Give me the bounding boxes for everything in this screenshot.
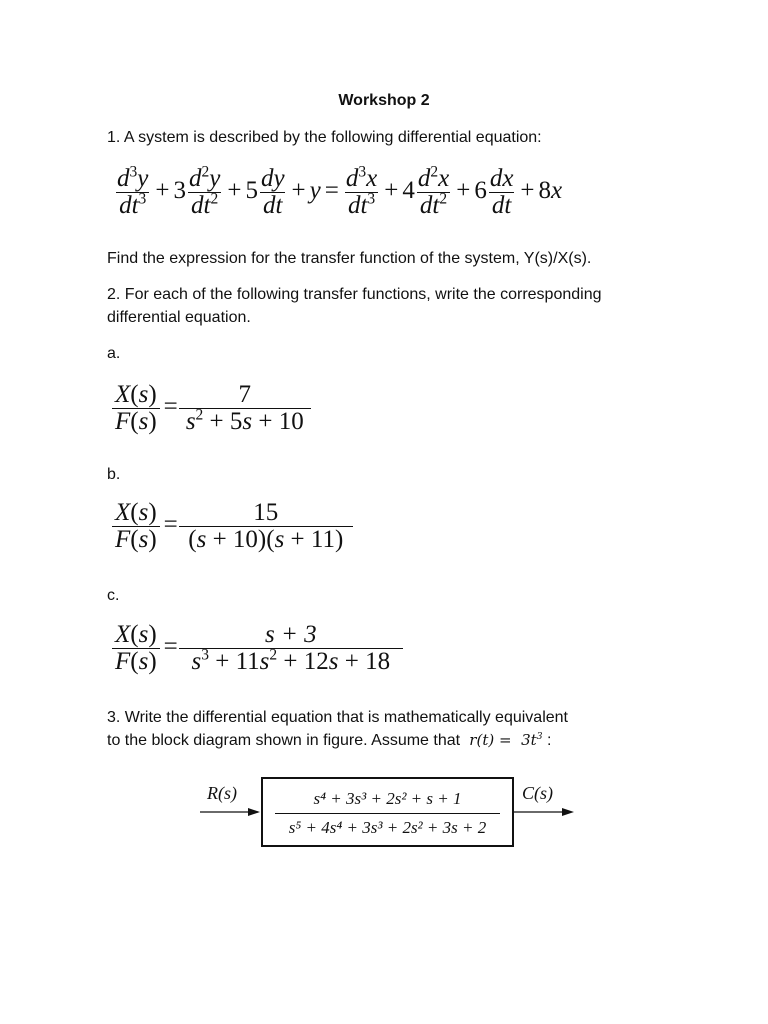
input-label: R(s) (207, 783, 237, 803)
transfer-function-a: $\frac{X(s)}{F(s)}$ = $\frac{7}{s^2 + 5s + 10}$ (112, 382, 308, 435)
transfer-function-b: $\frac{X(s)}{F(s)}$ = $\frac{15}{(s + 10)(s + 11)}$ (112, 500, 350, 553)
block-denominator (263, 818, 512, 838)
block-fraction-bar (275, 813, 500, 814)
part-c-label: c. (107, 587, 120, 604)
question-3-text-line1: 3. Write the differential equation that is mathematically equivalent (107, 709, 568, 726)
block-numerator-text: s⁴ + 3s³ + 2s² + s + 1 (313, 789, 462, 808)
input-arrowhead (248, 808, 260, 816)
question-1-text: 1. A system is described by the following differential equation: (107, 129, 542, 146)
question-2-text-line1: 2. For each of the following transfer functions, write the corresponding (107, 286, 602, 303)
transfer-function-a-numerator: 7 (238, 381, 252, 408)
question-3-text-line2: to the block diagram shown in figure. Assume that $r(t) = 3t^3$ : (107, 731, 552, 749)
transfer-function-block (261, 777, 514, 847)
output-arrowhead (562, 808, 574, 816)
transfer-function-c-numerator: s + 3 (264, 621, 317, 648)
part-a-label: a. (107, 345, 121, 362)
question-2-text-line2: differential equation. (107, 309, 251, 326)
transfer-function-c: $\frac{X(s)}{F(s)}$ = $\frac{s + 3}{s^3 + 11s^2 + 12s + 18}$ (112, 622, 400, 675)
block-numerator (263, 789, 512, 809)
page-title: Workshop 2 (338, 92, 430, 109)
output-label: C(s) (522, 783, 553, 803)
part-b-label: b. (107, 466, 121, 483)
question-3-text-line2-label: to the block diagram shown in figure. Assume that (107, 732, 461, 749)
transfer-function-b-numerator: 15 (253, 499, 279, 526)
block-denominator-text: s⁵ + 4s⁴ + 3s³ + 2s² + 3s + 2 (288, 818, 487, 837)
differential-equation-1: $\frac{d^3y}{dt^3}$ + 3 $\frac{d^2y}{dt^2}$ + 5 $\frac{dy}{dt}$ + y = $\frac{d^3x}{dt^3}$ + 4 $\frac{d^2x}{dt^2}$ + 6 $\frac{dx}{dt}$ + 8x (117, 163, 563, 219)
question-1-find-text: Find the expression for the transfer function of the system, Y(s)/X(s). (107, 250, 592, 267)
assumption-expression: $r(t) = 3t^3$ (464, 731, 543, 749)
